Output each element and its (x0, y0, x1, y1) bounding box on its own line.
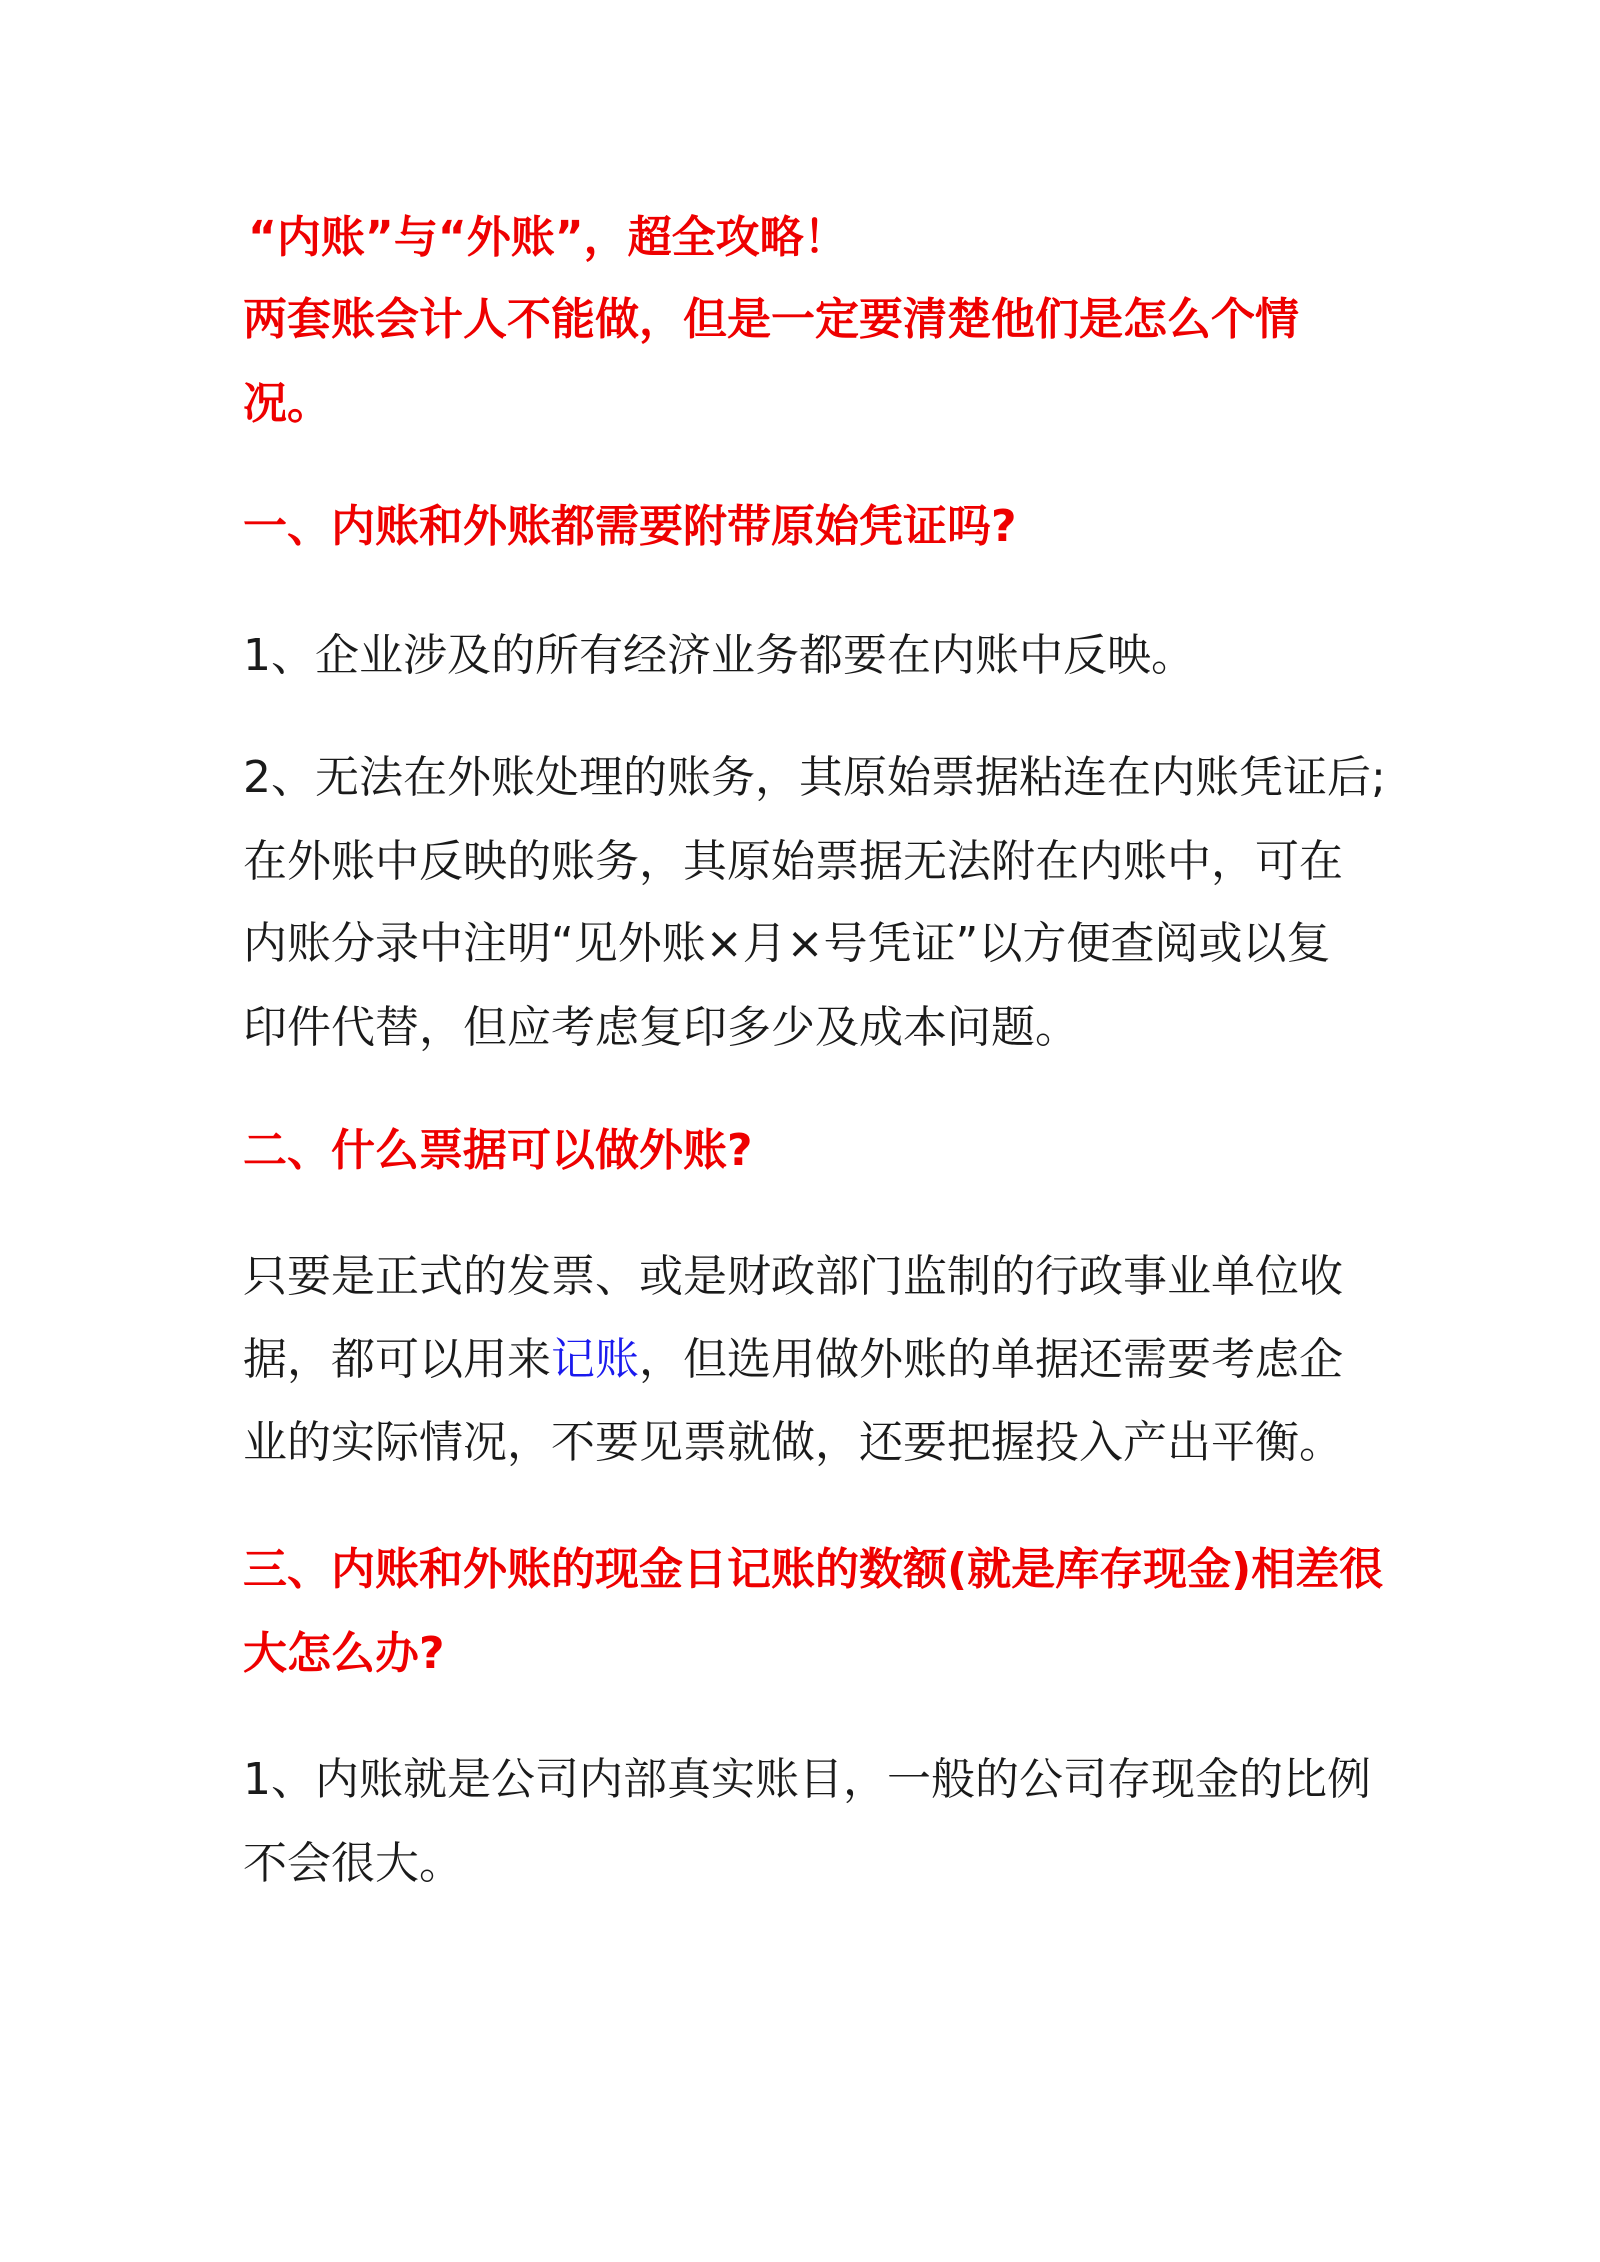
section-2-line-1: 只要是正式的发票、或是财政部门监制的行政事业单位收 (243, 1251, 1343, 1302)
section-1-para-2-line-1: 2、无法在外账处理的账务，其原始票据粘连在内账凭证后; (243, 752, 1386, 803)
section-3-para-1-line-1: 1、内账就是公司内部真实账目，一般的公司存现金的比例 (243, 1754, 1371, 1805)
title-line-2b: 况。 (243, 378, 331, 429)
section-3-heading-line-1: 三、内账和外账的现金日记账的数额(就是库存现金)相差很 (243, 1544, 1384, 1595)
section-2-line-2-post: ，但选用做外账的单据还需要考虑企 (639, 1334, 1343, 1385)
section-2-line-3: 业的实际情况，不要见票就做，还要把握投入产出平衡。 (243, 1417, 1343, 1468)
section-1-para-2-line-2: 在外账中反映的账务，其原始票据无法附在内账中，可在 (243, 836, 1343, 887)
section-1-para-2-line-4: 印件代替，但应考虑复印多少及成本问题。 (243, 1002, 1079, 1053)
section-1-heading: 一、内账和外账都需要附带原始凭证吗? (243, 501, 1017, 552)
section-2-heading: 二、什么票据可以做外账? (243, 1125, 753, 1176)
section-3-para-1-line-2: 不会很大。 (243, 1838, 463, 1889)
jizhang-link[interactable]: 记账 (551, 1334, 639, 1385)
section-3-heading-line-2: 大怎么办? (243, 1628, 445, 1679)
section-1-para-2-line-3: 内账分录中注明“见外账×月×号凭证”以方便查阅或以复 (243, 918, 1331, 969)
title-line-2a: 两套账会计人不能做，但是一定要清楚他们是怎么个情 (243, 294, 1299, 345)
title-line-1: “内账”与“外账”，超全攻略！ (248, 212, 848, 263)
section-2-line-2 (243, 1330, 1343, 1390)
section-1-para-1: 1、企业涉及的所有经济业务都要在内账中反映。 (243, 630, 1195, 681)
section-2-line-2-pre: 据，都可以用来 (243, 1334, 551, 1385)
